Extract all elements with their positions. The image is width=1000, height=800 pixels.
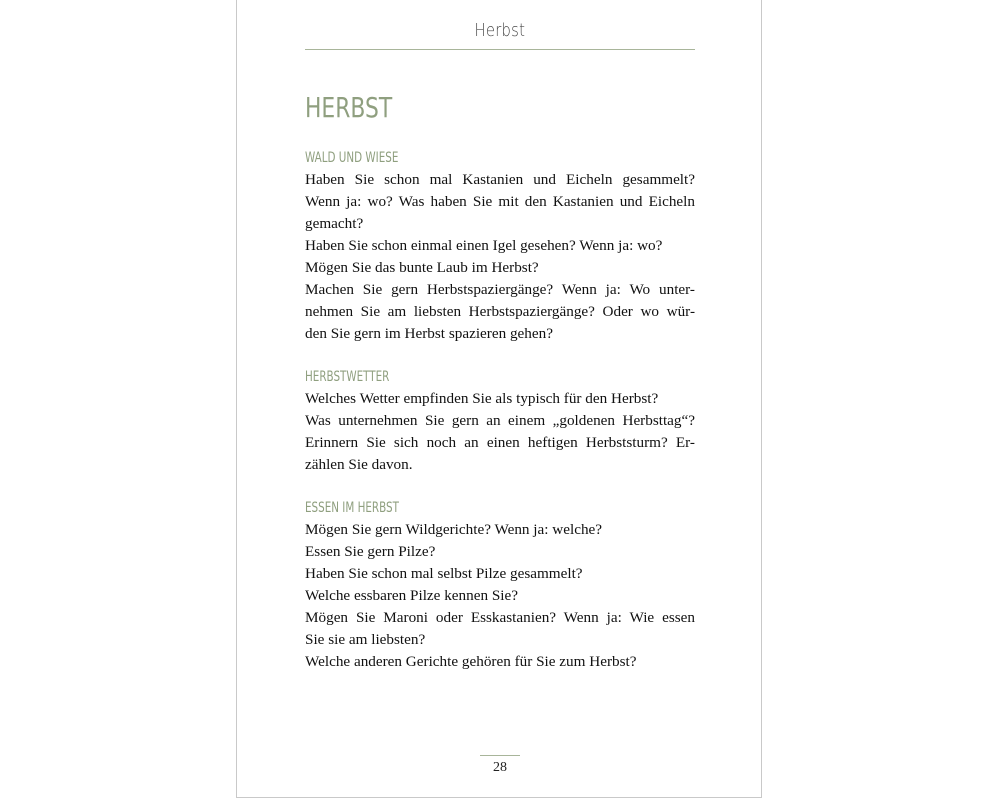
text-line: nehmen Sie am liebsten Herbstspaziergänge? Oder wo wür- <box>305 303 695 320</box>
question-list <box>305 519 695 673</box>
text-line: Haben Sie schon mal selbst Pilze gesammelt? <box>305 565 583 582</box>
text-line: Mögen Sie gern Wildgerichte? Wenn ja: welche? <box>305 521 603 538</box>
text-line: Erinnern Sie sich noch an einen heftigen Herbststurm? Er- <box>305 434 695 451</box>
page-content <box>305 88 695 673</box>
running-head-title: Herbst <box>474 20 526 41</box>
book-page <box>236 0 762 798</box>
section-wald-und-wiese <box>305 148 695 345</box>
chapter-title: HERBST <box>305 91 393 124</box>
section-herbstwetter <box>305 367 695 476</box>
text-line: Haben Sie schon einmal einen Igel gesehen? Wenn ja: wo? <box>305 237 663 254</box>
section-heading: HERBSTWETTER <box>305 369 390 385</box>
page-number: 28 <box>493 760 507 775</box>
text-line: gemacht? <box>305 215 364 232</box>
text-line: Mögen Sie das bunte Laub im Herbst? <box>305 259 539 276</box>
text-line: Welche essbaren Pilze kennen Sie? <box>305 587 519 604</box>
section-heading: ESSEN IM HERBST <box>305 500 399 516</box>
page-number-rule <box>480 755 520 756</box>
text-line: Welche anderen Gerichte gehören für Sie zum Herbst? <box>305 653 637 670</box>
text-line: Wenn ja: wo? Was haben Sie mit den Kastanien und Eicheln <box>305 193 695 210</box>
text-line: Sie sie am liebsten? <box>305 631 426 648</box>
text-line: Welches Wetter empfinden Sie als typisch für den Herbst? <box>305 390 659 407</box>
text-line: Mögen Sie Maroni oder Esskastanien? Wenn ja: Wie essen <box>305 609 695 626</box>
text-line: Haben Sie schon mal Kastanien und Eicheln gesammelt? <box>305 171 695 188</box>
text-line: Essen Sie gern Pilze? <box>305 543 436 560</box>
running-head <box>305 20 695 50</box>
question-list <box>305 169 695 345</box>
text-line: Machen Sie gern Herbstspaziergänge? Wenn ja: Wo unter- <box>305 281 695 298</box>
section-essen-im-herbst <box>305 498 695 673</box>
text-line: Was unternehmen Sie gern an einem „goldenen Herbsttag“? <box>305 412 695 429</box>
question-list <box>305 388 695 476</box>
text-line: den Sie gern im Herbst spazieren gehen? <box>305 325 553 342</box>
text-line: zählen Sie davon. <box>305 456 413 473</box>
section-heading: WALD UND WIESE <box>305 150 399 166</box>
